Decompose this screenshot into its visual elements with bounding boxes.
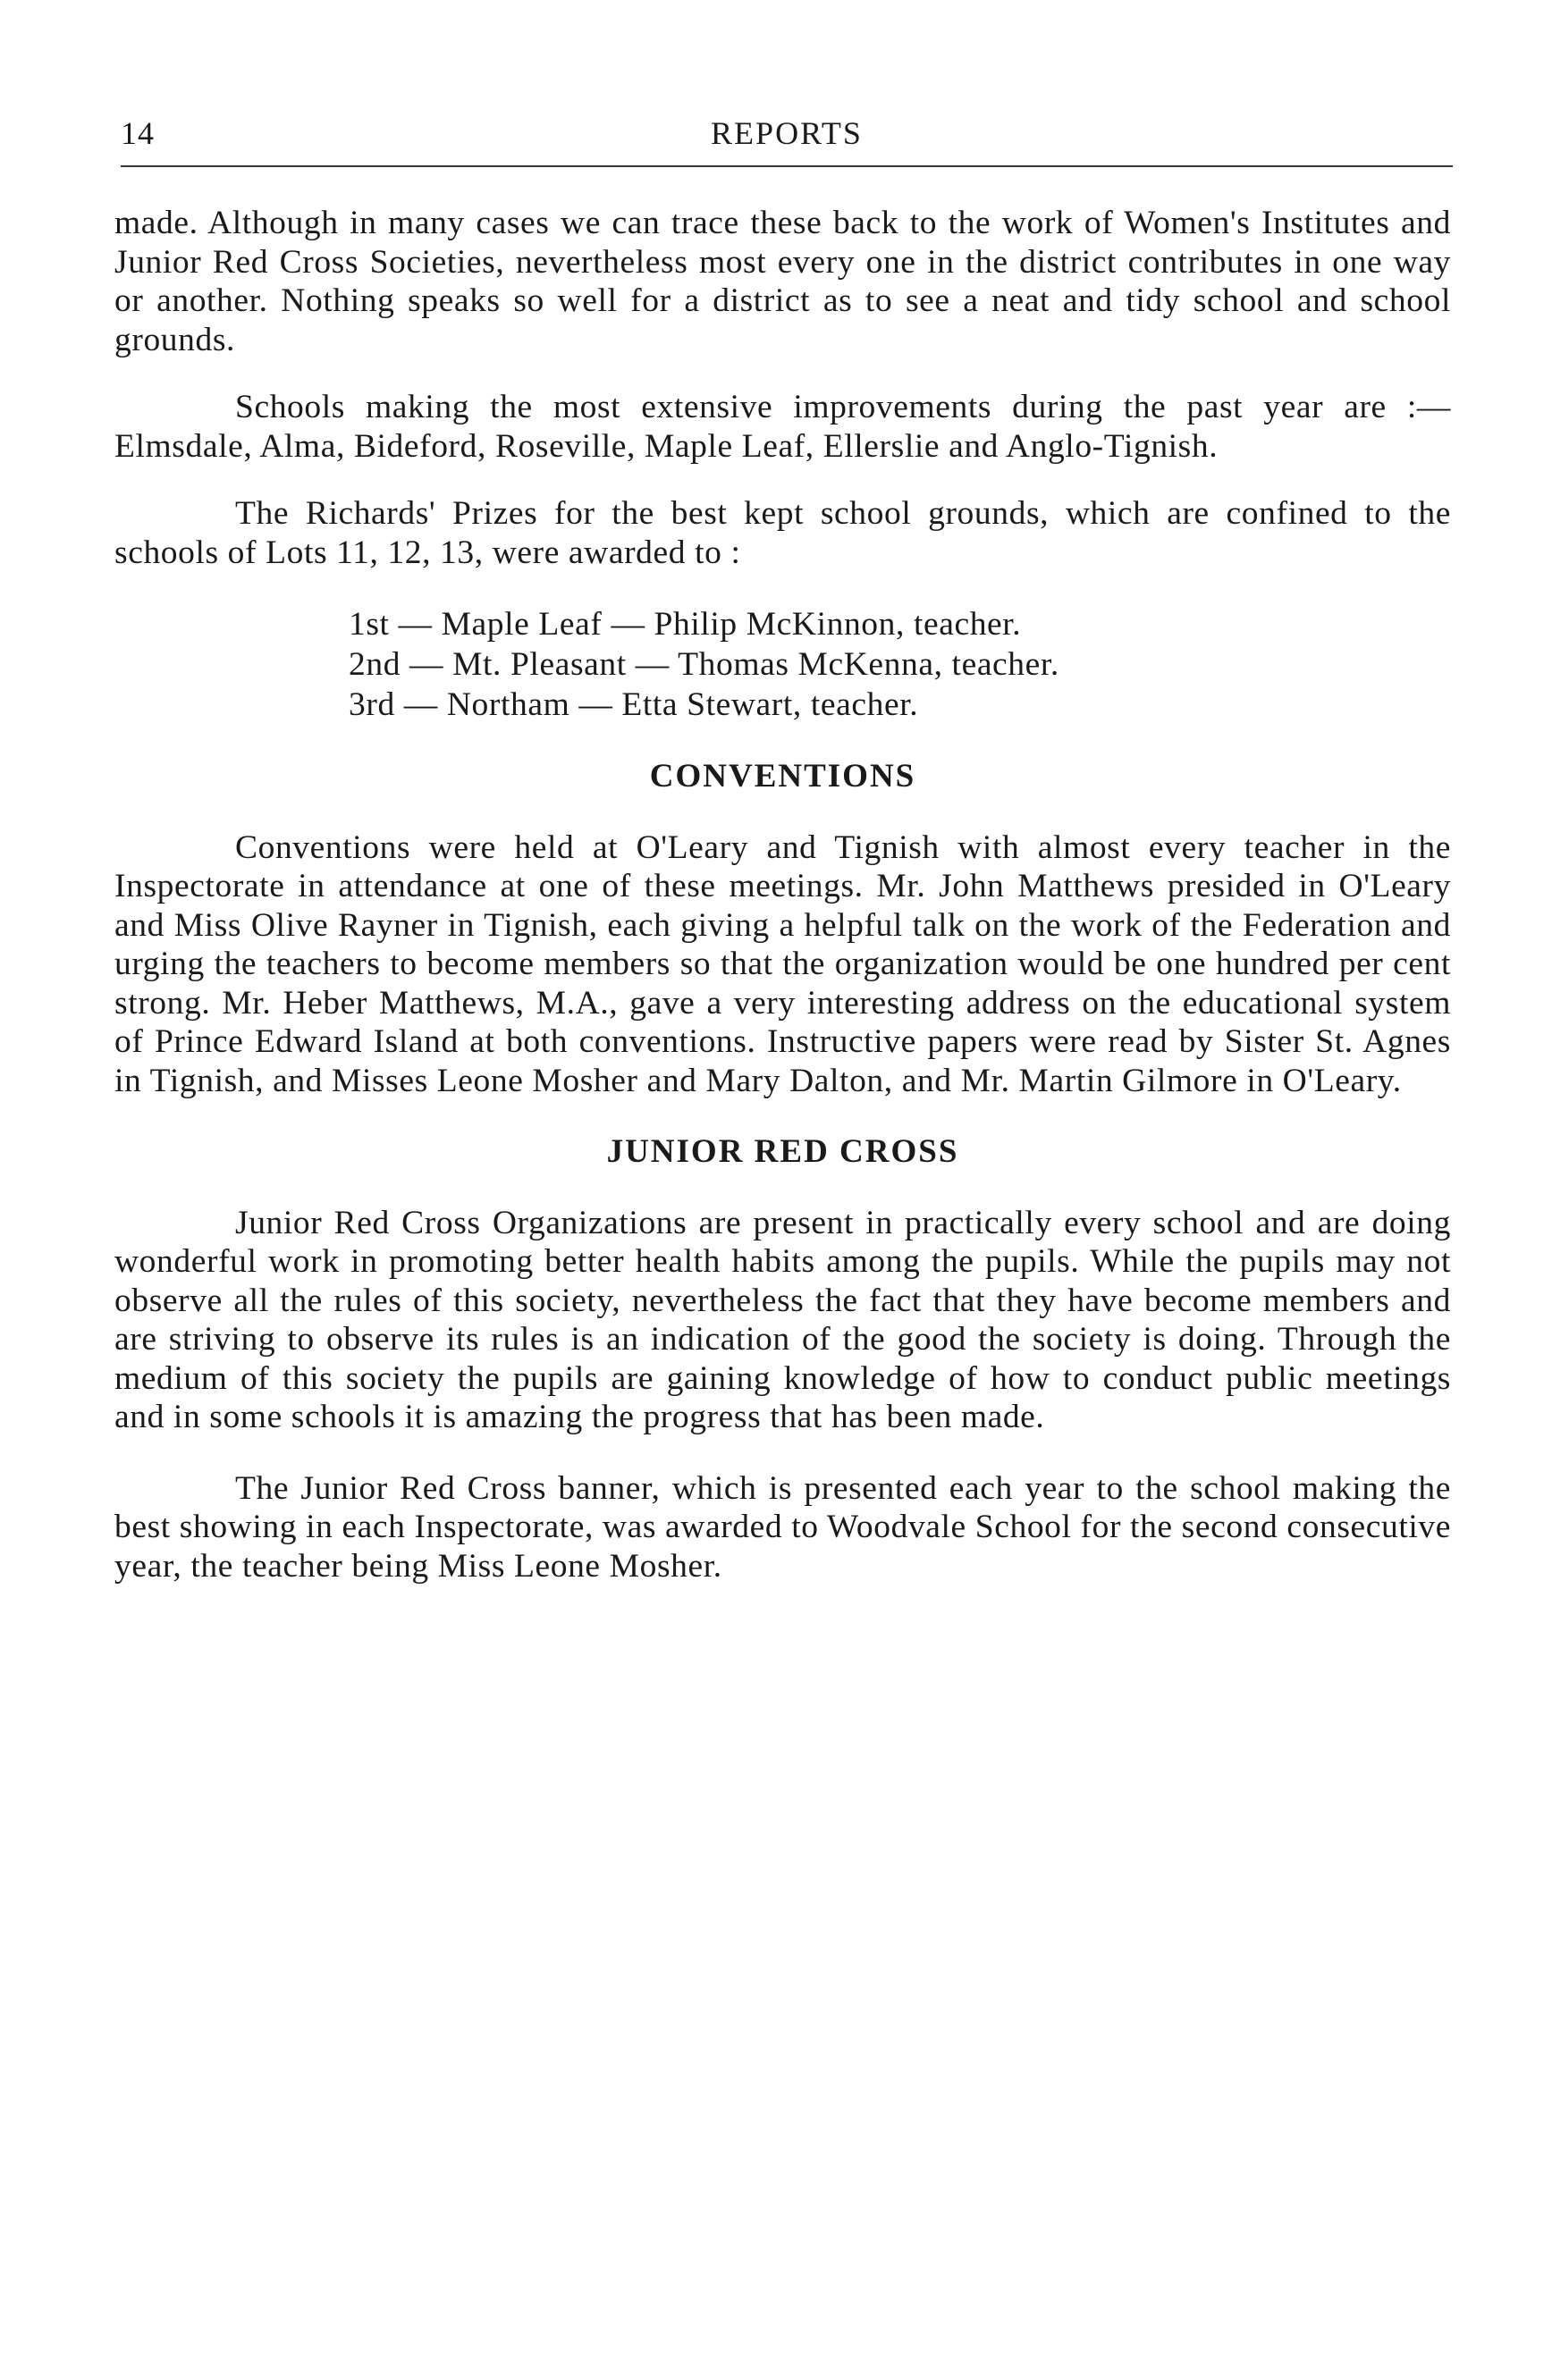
paragraph-banner: The Junior Red Cross banner, which is presented each year to the school making the best showing in each Inspectorate, was awarded to Woodvale School for the second consecutive year, the teacher being Miss Leone Mosher. bbox=[114, 1469, 1451, 1585]
paragraph-richards-prizes: The Richards' Prizes for the best kept school grounds, which are confined to the schools of Lots 11, 12, 13, were awarded to : bbox=[114, 495, 1451, 571]
paragraph-conventions: Conventions were held at O'Leary and Tignish with almost every teacher in the Inspectorate in attendance at one of these meetings. Mr. John Matthews presided in O'Leary and Miss Olive Rayner in Tignish, each giving a helpful talk on the work of the Federation and urging the teachers to become members so that the organization would be one hundred per cent strong. Mr. Heber Matthews, M.A., gave a very interesting address on the educational system of Prince Edward Island at both conventions. Instructive papers were read by Sister St. Agnes in Tignish, and Misses Leone Mosher and Mary Dalton, and Mr. Martin Gilmore in O'Leary. bbox=[114, 828, 1451, 1099]
prize-second: 2nd — Mt. Pleasant — Thomas McKenna, teacher. bbox=[349, 646, 1059, 683]
running-head bbox=[121, 109, 1453, 163]
page-number: 14 bbox=[121, 115, 155, 151]
prize-list bbox=[114, 604, 1451, 725]
prize-third: 3rd — Northam — Etta Stewart, teacher. bbox=[349, 686, 919, 723]
paragraph-improvements: Schools making the most extensive improvements during the past year are :— Elmsdale, Alma, Bideford, Roseville, Maple Leaf, Ellerslie and Anglo-Tignish. bbox=[114, 389, 1451, 465]
body-text bbox=[114, 204, 1451, 1585]
header-rule bbox=[121, 165, 1453, 167]
running-title: REPORTS bbox=[711, 115, 863, 151]
prize-first: 1st — Maple Leaf — Philip McKinnon, teacher. bbox=[349, 606, 1022, 643]
heading-conventions: CONVENTIONS bbox=[649, 758, 916, 795]
heading-junior-red-cross: JUNIOR RED CROSS bbox=[606, 1133, 959, 1170]
paragraph-junior-red-cross: Junior Red Cross Organizations are present in practically every school and are doing wonderful work in promoting better health habits among the pupils. While the pupils may not observe all the rules of this society, nevertheless the fact that they have become members and are striving to observe its rules is an indication of the good the society is doing. Through the medium of this society the pupils are gaining knowledge of how to conduct public meetings and in some schools it is amazing the progress that has been made. bbox=[114, 1204, 1451, 1435]
paragraph-continued: made. Although in many cases we can trace these back to the work of Women's Institutes and Junior Red Cross Societies, nevertheless most every one in the district contributes in one way or another. Nothing speaks so well for a district as to see a neat and tidy school and school grounds. bbox=[114, 205, 1451, 358]
